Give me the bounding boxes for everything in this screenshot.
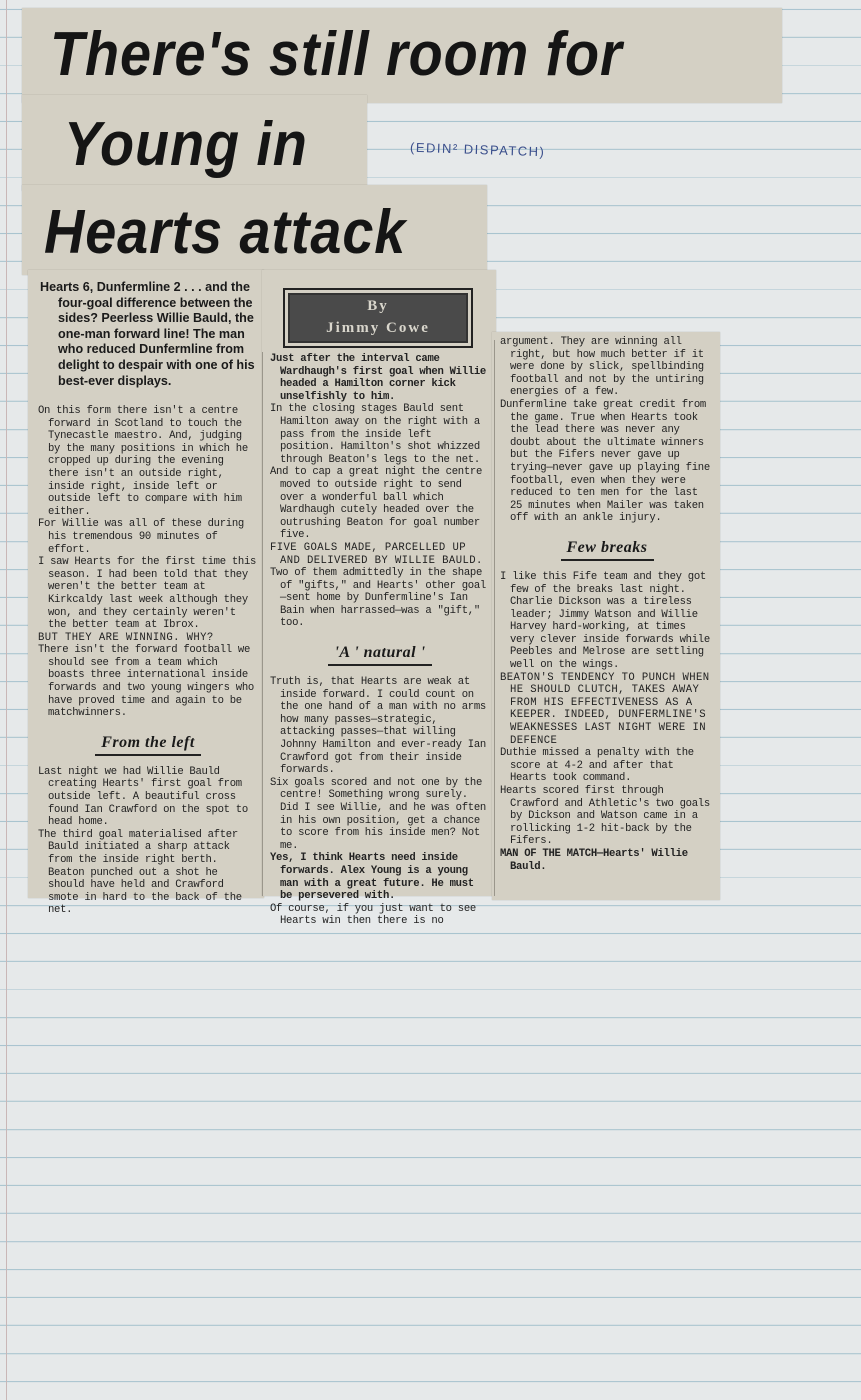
col2-paragraph-5: Two of them admittedly in the shape of "gifts," and Hearts' other goal—sent home by Dunfermline's Ian Bain when harrassed—was a "gift," too. <box>270 567 486 630</box>
col2-paragraph-2: In the closing stages Bauld sent Hamilton away on the right with a pass from the inside left position. Hamilton's shot whizzed through Beaton's legs to the net. <box>270 403 480 466</box>
col2-paragraph-4: FIVE GOALS MADE, PARCELLED UP AND DELIVERED BY WILLIE BAULD. <box>270 541 483 567</box>
col2b-paragraph-2: Six goals scored and not one by the centre! Something wrong surely. Did I see Willie, and he was often in his own position, get a chance to score from his inside men? Not me. <box>270 776 486 852</box>
col3b-paragraph-4: Hearts scored first through Crawford and Athletic's two goals by Dickson and Watson came in a rollicking 1-2 hit-back by the Fifers. <box>500 785 710 848</box>
col2b-paragraph-1: Truth is, that Hearts are weak at inside forward. I could count on the one hand of a man with no arms how many passes—strategic, attacking passes—that willing Johnny Hamilton and ever-ready Ian Crawford got from their inside forwards. <box>270 676 486 777</box>
handwritten-note: (EDIN² DISPATCH) <box>409 139 546 160</box>
subhead-few-breaks-text: Few breaks <box>561 539 654 561</box>
article-column-2 <box>270 353 490 928</box>
byline-author: Jimmy Cowe <box>326 320 430 336</box>
notebook-margin-line <box>6 0 7 1400</box>
col3b-paragraph-5: MAN OF THE MATCH—Hearts' Willie Bauld. <box>500 847 688 873</box>
subhead-a-natural-text: 'A ' natural ' <box>328 644 431 666</box>
col1b-paragraph-1: Last night we had Willie Bauld creating Hearts' first goal from outside left. A beautiful cross found Ian Crawford on the spot to head home. <box>38 765 248 829</box>
article-column-1 <box>38 405 258 917</box>
subhead-a-natural <box>270 644 490 666</box>
subhead-from-the-left <box>38 734 258 756</box>
byline-by: By <box>367 298 389 314</box>
subhead-few-breaks <box>500 539 714 561</box>
headline-line-3: Hearts attack <box>44 198 407 267</box>
col1-paragraph-3: I saw Hearts for the first time this season. I had been told that they weren't the better team at Kirkcaldy last week although they won, and they certainly weren't the better team at Ibrox. <box>38 556 257 632</box>
col2b-paragraph-3: Yes, I think Hearts need inside forwards. Alex Young is a young man with a great future. He must be persevered with. <box>270 852 474 903</box>
col3b-paragraph-2: BEATON'S TENDENCY TO PUNCH WHEN HE SHOULD CLUTCH, TAKES AWAY FROM HIS EFFECTIVENESS AS A KEEPER. INDEED, DUNFERMLINE'S WEAKNESSES LAST NIGHT WERE IN DEFENCE <box>500 671 710 747</box>
intro-paragraph: Hearts 6, Dunfermline 2 . . . and the four-goal difference between the sides? Peerless Willie Bauld, the one-man forward line! The man who reduced Dunfermline from delight to despair with one of his best-ever displays. <box>40 280 255 388</box>
byline-box <box>283 288 473 348</box>
subhead-from-the-left-text: From the left <box>95 734 201 756</box>
col2-paragraph-1: Just after the interval came Wardhaugh's first goal when Willie headed a Hamilton corner kick unselfishly to him. <box>270 353 486 403</box>
col1-paragraph-1: On this form there isn't a centre forward in Scotland to touch the Tynecastle maestro. And, judging by the many positions in which he cropped up during the evening there isn't an outside right, inside right, inside left or outside left to compare with him either. <box>38 405 248 518</box>
col3b-paragraph-3: Duthie missed a penalty with the score at 4-2 and after that Hearts took command. <box>500 747 694 785</box>
column-rule-2 <box>494 340 495 896</box>
col2-paragraph-3: And to cap a great night the centre moved to outside right to send over a wonderful ball which Wardhaugh cutely headed over the outrushing Beaton for goal number five. <box>270 466 483 542</box>
col3-paragraph-1: argument. They are winning all right, but how much better if it were done by slick, spellbinding football and not by the untiring energies of a few. <box>500 336 704 399</box>
col1b-paragraph-2: The third goal materialised after Bauld initiated a sharp attack from the inside right berth. Beaton punched out a shot he should have held and Crawford smote in hard to the back of the net. <box>38 828 242 917</box>
col1-paragraph-2: For Willie was all of these during his tremendous 90 minutes of effort. <box>38 518 244 556</box>
col2b-paragraph-4: Of course, if you just want to see Hearts win then there is no <box>270 902 476 928</box>
col1-paragraph-5: There isn't the forward football we should see from a team which boasts three international inside forwards and two young wingers who have proved time and again to be matchwinners. <box>38 644 254 720</box>
headline-line-1: There's still room for <box>50 20 623 89</box>
col1-paragraph-4: BUT THEY ARE WINNING. WHY? <box>38 631 214 644</box>
article-intro <box>40 280 260 389</box>
headline-line-2: Young in <box>64 110 308 179</box>
column-rule-1 <box>262 352 263 896</box>
col3b-paragraph-1: I like this Fife team and they got few of the breaks last night. Charlie Dickson was a tireless leader; Jimmy Watson and Willie Harvey hard-working, at times very clever inside forwards while Peebles and Melrose are settling well on the wings. <box>500 570 710 672</box>
col3-paragraph-2: Dunfermline take great credit from the game. True when Hearts took the lead there was never any doubt about the ultimate winners but the Fifers never gave up trying—never gave up playing fine football, even when they were reduced to ten men for the last 25 minutes when Mailer was taken off with an ankle injury. <box>500 398 710 525</box>
article-column-3 <box>500 336 714 873</box>
